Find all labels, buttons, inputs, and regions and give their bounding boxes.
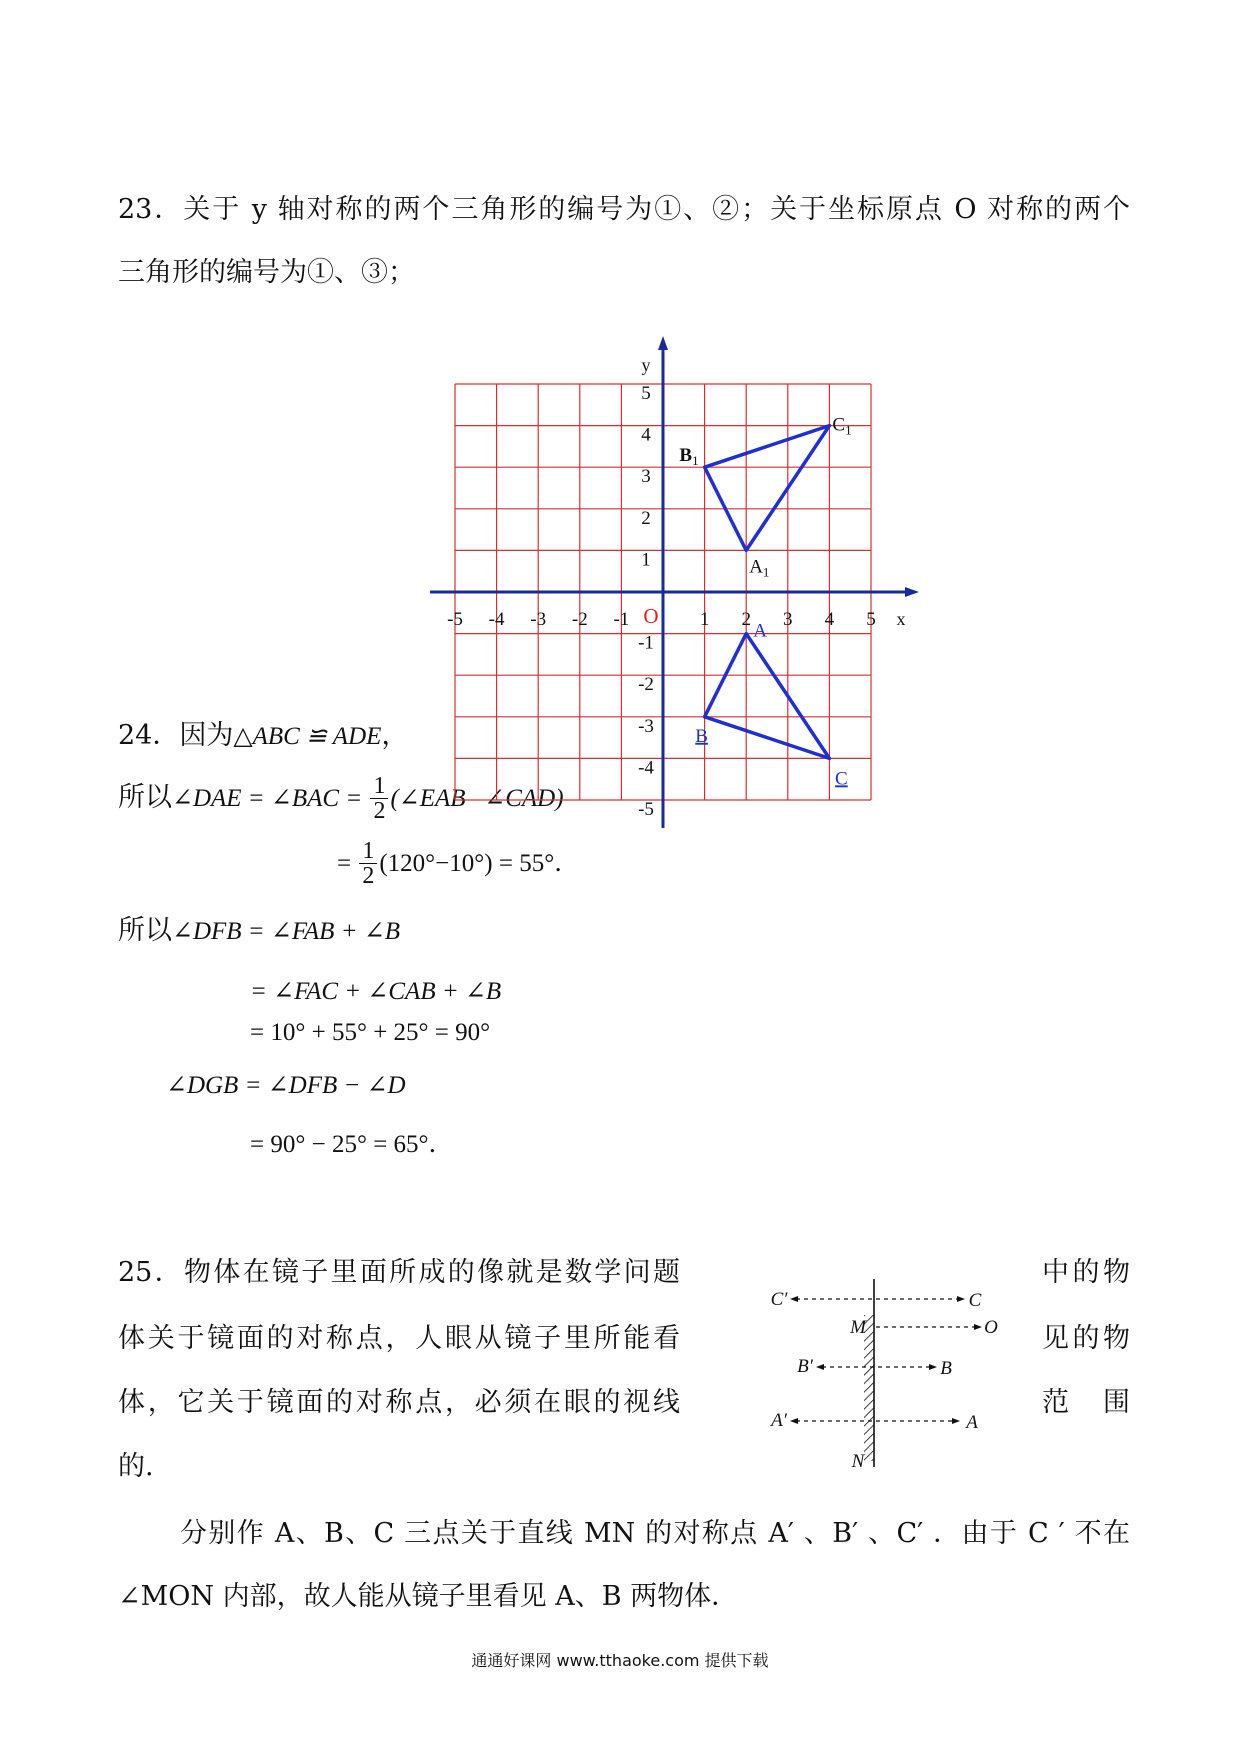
y-tick-label: 2 [641,507,651,529]
y-axis-arrow-icon [658,336,668,350]
vertex-label-subscript: 1 [845,422,852,438]
q24-line-7-math: ∠DGB = ∠DFB − ∠D [166,1072,406,1099]
y-tick-label: 3 [641,466,651,488]
vertex-label-letter: B [695,725,708,747]
q24-line-7 [166,1067,406,1104]
x-tick-label: -4 [488,609,505,630]
vertex-label-c-1 [832,415,851,438]
q24-line-4-text: 所以 [118,915,172,946]
arrowhead-o [974,1324,982,1330]
q24-line-3-fraction [359,840,377,887]
q25-line-2-right: 见的物 [1042,1323,1130,1354]
arrowhead-a-prime [790,1418,798,1424]
fraction-numerator: 1 [359,840,377,864]
fraction-numerator: 1 [370,775,388,799]
x-tick-label: 5 [866,609,876,630]
label-a: A [966,1412,978,1433]
mirror-diagram [760,1275,1010,1480]
q25-line-4: 的. [118,1451,154,1482]
label-n: N [851,1451,865,1472]
q25-line-1-left: 25．物体在镜子里面所成的像就是数学问题 [118,1257,680,1288]
vertex-label-letter: A [749,556,763,578]
q24-line-6 [250,1014,490,1051]
q24-line-6-math: = 10° + 55° + 25° = 90° [250,1019,491,1046]
x-tick-label: 2 [741,609,751,630]
q24-line-1-end: ， [381,720,409,751]
q24-line-3-tail: (120°−10°) = 55°． [379,850,580,877]
x-tick-label: -5 [447,609,463,630]
arrowhead-b-prime [816,1364,824,1370]
q24-line-8 [250,1126,454,1163]
x-tick-label: 4 [824,609,835,630]
y-tick-label: -3 [638,715,654,737]
q24-line-2-text: 所以 [118,782,172,813]
footer-source: 通通好课网 www.tthaoke.com 提供下载 [471,1651,769,1670]
y-axis-label: y [641,355,651,375]
fraction-denominator: 2 [362,863,375,889]
label-c: C [968,1290,982,1311]
q24-line-8-math: = 90° − 25° = 65°． [250,1131,454,1158]
q24-line-2-fraction [370,775,388,822]
q24-line-4-math: ∠DFB = ∠FAB + ∠B [172,918,401,945]
arrowhead-b [929,1364,937,1370]
vertex-label-letter: B [679,445,693,467]
x-tick-label: -3 [530,609,547,630]
y-tick-label: -5 [638,799,654,820]
q25-line-1-right: 中的物 [1042,1257,1130,1288]
q25-line-2-left: 体关于镜面的对称点，人眼从镜子里所能看 [118,1323,680,1354]
label-b: B [940,1358,952,1379]
q23-line-2: 三角形的编号为①、③； [118,257,415,288]
q24-line-3 [337,838,579,889]
vertex-label-subscript: 1 [762,564,770,580]
vertex-label-letter: C [832,414,846,436]
x-tick-label: 1 [699,609,710,630]
q24-line-5-math: = ∠FAC + ∠CAB + ∠B [250,978,502,1005]
arrowhead-c-prime [790,1296,798,1302]
y-tick-label: 1 [641,549,651,571]
origin-label: O [643,604,659,628]
arrowhead-a [952,1418,960,1424]
label-o: O [984,1317,998,1338]
arrowhead-c [957,1296,965,1302]
q24-line-1-text: 24．因为 [118,720,234,751]
x-axis-arrow-icon [905,587,919,597]
coordinate-grid-figure [420,330,930,840]
vertex-label-subscript: 1 [692,453,699,469]
q25-line-3-left: 体，它关于镜面的对称点，必须在眼的视线 [118,1387,680,1418]
vertex-label-a-1 [749,556,769,579]
q24-line-5 [250,973,501,1010]
x-tick-label: -1 [613,609,630,630]
y-tick-label: -2 [638,674,654,696]
fraction-denominator: 2 [373,798,386,824]
vertex-label-letter: A [753,620,767,642]
y-tick-label: -4 [638,757,654,779]
vertex-label-a [753,621,767,642]
label-a-prime: A′ [771,1410,787,1431]
x-tick-label: -2 [571,609,588,630]
q24-line-2-math: ∠DAE = ∠BAC = [172,785,369,812]
x-axis-label: x [896,609,906,629]
vertex-label-b [695,726,708,747]
vertex-label-b-1 [679,445,698,468]
triangle-2 [705,634,830,759]
x-tick-label: 3 [783,609,793,630]
label-m: M [850,1317,866,1338]
q24-line-3-equals: = [337,850,358,877]
triangle-1 [705,426,830,551]
y-tick-label: -1 [638,632,654,654]
q24-line-4 [118,913,400,950]
vertex-label-c [835,768,848,789]
y-tick-label: 4 [641,424,651,446]
q25-line-6: ∠MON 内部，故人能从镜子里看见 A、B 两物体． [118,1581,739,1612]
label-c-prime: C′ [770,1289,788,1310]
q24-line-1-math: △ABC ≌ ADE [233,723,382,750]
q25-line-5: 分别作 A、B、C 三点关于直线 MN 的对称点 A′ 、B′ 、C′ ．由于 C ′ 不在 [180,1518,1130,1549]
label-b-prime: B′ [797,1356,813,1377]
q24-line-2-tail: (∠EAB ∠CAD) [390,785,564,812]
q25-line-3-right: 范 围 [1042,1387,1130,1418]
q23-line-1: 23．关于 y 轴对称的两个三角形的编号为①、②；关于坐标原点 O 对称的两个 [118,194,1130,225]
y-tick-label: 5 [641,383,651,404]
q24-line-1 [118,718,408,755]
vertex-label-letter: C [835,768,848,790]
